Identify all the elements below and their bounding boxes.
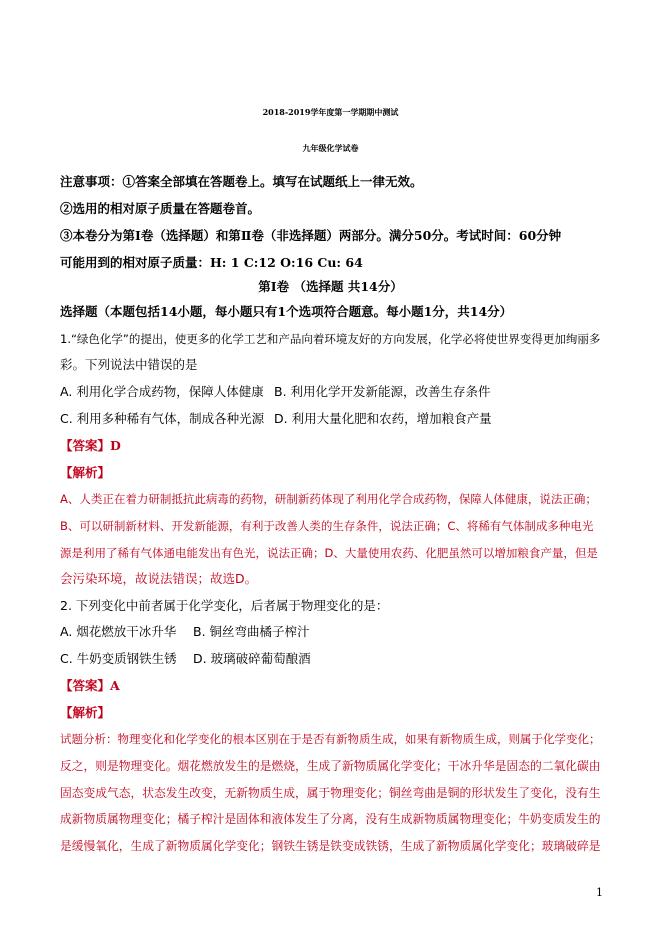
section-heading: 第Ⅰ卷 （选择题 共14分） bbox=[258, 279, 403, 294]
q1-option-a: A. 利用化学合成药物，保障人体健康 bbox=[60, 384, 264, 399]
q1-option-d: D. 利用大量化肥和农药，增加粮食产量 bbox=[274, 411, 492, 426]
q2-option-a: A. 烟花燃放干冰升华 bbox=[60, 624, 177, 639]
page-number: 1 bbox=[596, 886, 603, 899]
q2-analysis-line: 成新物质属物理变化；橘子榨汁是固体和液体发生了分离，没有生成新物质属物理变化；牛奶变质发生的 bbox=[60, 812, 601, 826]
q2-analysis-line: 反之，则是物理变化。烟花燃放发生的是燃烧，生成了新物质属化学变化；干冰升华是固态的二氧化碳由 bbox=[60, 759, 601, 773]
q2-analysis-line: 试题分析：物理变化和化学变化的根本区别在于是否有新物质生成，如果有新物质生成，则属于化学变化； bbox=[60, 732, 601, 746]
q1-stem-line2: 彩。下列说法中错误的是 bbox=[60, 357, 198, 372]
section-instruction: 选择题（本题包括14小题，每小题只有1个选项符合题意。每小题1分，共14分） bbox=[60, 304, 513, 319]
note-3: ③本卷分为第Ⅰ卷（选择题）和第Ⅱ卷（非选择题）两部分。满分50分。考试时间：60分钟 bbox=[60, 228, 562, 243]
q2-analysis-label: 【解析】 bbox=[60, 705, 111, 720]
q1-stem-line1: 1.“绿色化学”的提出，使更多的化学工艺和产品向着环境友好的方向发展，化学必将使世界变得更加绚丽多 bbox=[60, 332, 601, 346]
q1-analysis-line: 会污染环境，故说法错误；故选D。 bbox=[60, 571, 258, 586]
q1-analysis-label: 【解析】 bbox=[60, 465, 111, 480]
q2-stem: 2. 下列变化中前者属于化学变化，后者属于物理变化的是： bbox=[60, 598, 389, 613]
note-4: 可能用到的相对原子质量：H: 1 C:12 O:16 Cu: 64 bbox=[60, 255, 363, 270]
q1-analysis-line: B、可以研制新材料、开发新能源，有利于改善人类的生存条件，说法正确；C、将稀有气体制成多种电光 bbox=[60, 519, 594, 533]
q2-option-c: C. 牛奶变质钢铁生锈 bbox=[60, 651, 177, 666]
q2-analysis-line: 固态变成气态，状态发生改变，无新物质生成，属于物理变化；铜丝弯曲是铜的形状发生了变化，没有生 bbox=[60, 786, 601, 800]
q2-option-d: D. 玻璃破碎葡萄酿酒 bbox=[193, 651, 311, 666]
q2-answer: 【答案】A bbox=[60, 678, 120, 693]
note-2: ②选用的相对原子质量在答题卷首。 bbox=[60, 201, 261, 216]
q1-option-c: C. 利用多种稀有气体，制成各种光源 bbox=[60, 411, 265, 426]
page-title: 2018-2019学年度第一学期期中测试 bbox=[262, 107, 399, 117]
q1-answer: 【答案】D bbox=[60, 438, 121, 453]
q2-option-b: B. 铜丝弯曲橘子榨汁 bbox=[193, 624, 310, 639]
page-subtitle: 九年级化学试卷 bbox=[302, 143, 359, 153]
q1-option-b: B. 利用化学开发新能源，改善生存条件 bbox=[274, 384, 491, 399]
note-1: 注意事项：①答案全部填在答题卷上。填写在试题纸上一律无效。 bbox=[60, 174, 423, 189]
q1-analysis-line: A、人类正在着力研制抵抗此病毒的药物，研制新药体现了利用化学合成药物，保障人体健康，说法正确； bbox=[60, 492, 597, 506]
q1-analysis-line: 源是利用了稀有气体通电能发出有色光，说法正确；D、大量使用农药、化肥虽然可以增加粮食产量，但是 bbox=[60, 546, 598, 560]
q2-analysis-line: 是缓慢氧化，生成了新物质属化学变化；钢铁生锈是铁变成铁锈，生成了新物质属化学变化；玻璃破碎是 bbox=[60, 839, 601, 853]
